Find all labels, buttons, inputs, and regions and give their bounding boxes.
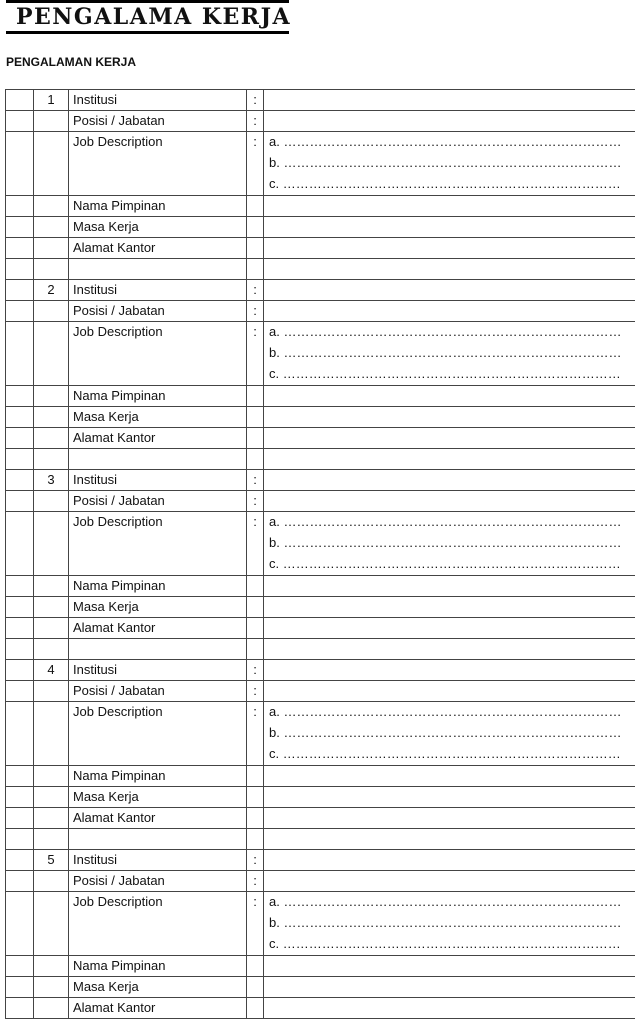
colon-separator — [247, 787, 264, 808]
colon-separator: : — [247, 491, 264, 512]
colon-separator: : — [247, 512, 264, 576]
colon-separator — [247, 576, 264, 597]
job-description-line: a. …………………………………………………………………… — [269, 894, 622, 909]
spacer-cell — [264, 829, 635, 850]
field-label-posisi: Posisi / Jabatan — [69, 301, 247, 322]
field-label-pimpinan: Nama Pimpinan — [69, 766, 247, 787]
field-value-posisi — [264, 301, 635, 322]
experience-table — [5, 89, 635, 1019]
colon-separator: : — [247, 301, 264, 322]
colon-separator — [247, 386, 264, 407]
job-description-line: a. …………………………………………………………………… — [269, 134, 622, 149]
spacer-cell — [34, 449, 69, 470]
table-row — [6, 618, 635, 639]
entry-number — [34, 132, 69, 196]
table-row — [6, 407, 635, 428]
entry-number — [34, 238, 69, 259]
row-margin-cell — [6, 660, 34, 681]
entry-number — [34, 892, 69, 956]
table-row — [6, 808, 635, 829]
colon-separator: : — [247, 681, 264, 702]
colon-separator — [247, 766, 264, 787]
colon-separator: : — [247, 892, 264, 956]
job-description-line: c. …………………………………………………………………… — [269, 556, 621, 571]
row-margin-cell — [6, 322, 34, 386]
spacer-row — [6, 259, 635, 280]
entry-number — [34, 322, 69, 386]
entry-number — [34, 766, 69, 787]
field-value-masa — [264, 597, 635, 618]
table-row — [6, 787, 635, 808]
colon-separator: : — [247, 702, 264, 766]
job-description-line: b. …………………………………………………………………… — [269, 915, 622, 930]
field-value-job — [264, 322, 635, 386]
field-label-job: Job Description — [69, 512, 247, 576]
field-label-job: Job Description — [69, 892, 247, 956]
field-label-pimpinan: Nama Pimpinan — [69, 196, 247, 217]
colon-separator: : — [247, 111, 264, 132]
entry-number — [34, 597, 69, 618]
field-label-posisi: Posisi / Jabatan — [69, 111, 247, 132]
field-label-masa: Masa Kerja — [69, 407, 247, 428]
entry-number — [34, 407, 69, 428]
colon-separator — [247, 428, 264, 449]
field-label-posisi: Posisi / Jabatan — [69, 871, 247, 892]
field-value-pimpinan — [264, 766, 635, 787]
page-title: PENGALAMA KERJA — [16, 4, 292, 30]
spacer-cell — [6, 259, 34, 280]
entry-number: 1 — [34, 90, 69, 111]
field-label-institusi: Institusi — [69, 280, 247, 301]
entry-number — [34, 618, 69, 639]
field-value-alamat — [264, 618, 635, 639]
field-label-institusi: Institusi — [69, 90, 247, 111]
table-row — [6, 597, 635, 618]
spacer-cell — [34, 829, 69, 850]
colon-separator — [247, 217, 264, 238]
field-label-posisi: Posisi / Jabatan — [69, 681, 247, 702]
field-label-institusi: Institusi — [69, 470, 247, 491]
row-margin-cell — [6, 977, 34, 998]
entry-number — [34, 808, 69, 829]
field-value-pimpinan — [264, 196, 635, 217]
entry-number — [34, 977, 69, 998]
colon-separator — [247, 977, 264, 998]
field-value-institusi — [264, 280, 635, 301]
field-value-masa — [264, 787, 635, 808]
colon-separator: : — [247, 90, 264, 111]
table-row — [6, 892, 635, 956]
colon-separator — [247, 618, 264, 639]
entry-number — [34, 217, 69, 238]
table-row — [6, 681, 635, 702]
row-margin-cell — [6, 766, 34, 787]
field-value-job — [264, 132, 635, 196]
entry-number — [34, 702, 69, 766]
spacer-cell — [69, 639, 247, 660]
colon-separator: : — [247, 132, 264, 196]
entry-number — [34, 871, 69, 892]
table-row — [6, 576, 635, 597]
field-value-pimpinan — [264, 576, 635, 597]
entry-number — [34, 111, 69, 132]
field-label-alamat: Alamat Kantor — [69, 618, 247, 639]
colon-separator — [247, 808, 264, 829]
table-row — [6, 850, 635, 871]
job-description-line: c. …………………………………………………………………… — [269, 746, 621, 761]
spacer-cell — [247, 639, 264, 660]
field-label-masa: Masa Kerja — [69, 217, 247, 238]
row-margin-cell — [6, 597, 34, 618]
colon-separator: : — [247, 871, 264, 892]
title-block — [6, 0, 292, 34]
table-row — [6, 111, 635, 132]
field-label-institusi: Institusi — [69, 850, 247, 871]
entry-number — [34, 196, 69, 217]
spacer-cell — [264, 449, 635, 470]
colon-separator — [247, 238, 264, 259]
job-description-line: a. …………………………………………………………………… — [269, 704, 622, 719]
spacer-cell — [247, 829, 264, 850]
spacer-row — [6, 449, 635, 470]
colon-separator: : — [247, 660, 264, 681]
colon-separator — [247, 998, 264, 1019]
title-bottom-rule — [6, 31, 289, 34]
entry-number — [34, 386, 69, 407]
table-row — [6, 238, 635, 259]
entry-number — [34, 491, 69, 512]
spacer-cell — [69, 449, 247, 470]
field-value-institusi — [264, 850, 635, 871]
row-margin-cell — [6, 90, 34, 111]
entry-number — [34, 428, 69, 449]
field-value-alamat — [264, 428, 635, 449]
job-description-line: b. …………………………………………………………………… — [269, 345, 622, 360]
entry-number — [34, 787, 69, 808]
row-margin-cell — [6, 808, 34, 829]
row-margin-cell — [6, 301, 34, 322]
spacer-cell — [264, 259, 635, 280]
field-value-posisi — [264, 681, 635, 702]
job-description-line: a. …………………………………………………………………… — [269, 324, 622, 339]
field-label-pimpinan: Nama Pimpinan — [69, 386, 247, 407]
colon-separator: : — [247, 470, 264, 491]
spacer-row — [6, 829, 635, 850]
row-margin-cell — [6, 132, 34, 196]
field-value-job — [264, 892, 635, 956]
field-value-posisi — [264, 111, 635, 132]
row-margin-cell — [6, 850, 34, 871]
row-margin-cell — [6, 998, 34, 1019]
row-margin-cell — [6, 618, 34, 639]
colon-separator: : — [247, 280, 264, 301]
field-value-masa — [264, 217, 635, 238]
table-row — [6, 322, 635, 386]
table-row — [6, 196, 635, 217]
spacer-cell — [6, 449, 34, 470]
entry-number — [34, 998, 69, 1019]
spacer-cell — [247, 259, 264, 280]
job-description-line: c. …………………………………………………………………… — [269, 176, 621, 191]
entry-number: 4 — [34, 660, 69, 681]
table-row — [6, 871, 635, 892]
field-value-alamat — [264, 998, 635, 1019]
job-description-line: c. …………………………………………………………………… — [269, 366, 621, 381]
table-row — [6, 90, 635, 111]
colon-separator — [247, 597, 264, 618]
field-value-institusi — [264, 470, 635, 491]
entry-number — [34, 956, 69, 977]
table-row — [6, 491, 635, 512]
field-label-alamat: Alamat Kantor — [69, 238, 247, 259]
row-margin-cell — [6, 787, 34, 808]
spacer-cell — [264, 639, 635, 660]
spacer-cell — [69, 259, 247, 280]
job-description-line: b. …………………………………………………………………… — [269, 535, 622, 550]
field-value-masa — [264, 407, 635, 428]
field-label-masa: Masa Kerja — [69, 597, 247, 618]
table-row — [6, 428, 635, 449]
entry-number — [34, 576, 69, 597]
field-label-alamat: Alamat Kantor — [69, 428, 247, 449]
table-row — [6, 766, 635, 787]
field-value-masa — [264, 977, 635, 998]
row-margin-cell — [6, 491, 34, 512]
entry-number: 2 — [34, 280, 69, 301]
row-margin-cell — [6, 217, 34, 238]
spacer-cell — [247, 449, 264, 470]
colon-separator — [247, 407, 264, 428]
field-value-alamat — [264, 238, 635, 259]
job-description-line: b. …………………………………………………………………… — [269, 725, 622, 740]
row-margin-cell — [6, 280, 34, 301]
field-value-job — [264, 512, 635, 576]
table-row — [6, 512, 635, 576]
job-description-line: c. …………………………………………………………………… — [269, 936, 621, 951]
field-value-institusi — [264, 90, 635, 111]
field-value-institusi — [264, 660, 635, 681]
entry-number — [34, 301, 69, 322]
field-value-pimpinan — [264, 956, 635, 977]
table-row — [6, 386, 635, 407]
spacer-cell — [69, 829, 247, 850]
entry-number: 5 — [34, 850, 69, 871]
field-label-posisi: Posisi / Jabatan — [69, 491, 247, 512]
job-description-line: b. …………………………………………………………………… — [269, 155, 622, 170]
row-margin-cell — [6, 512, 34, 576]
row-margin-cell — [6, 871, 34, 892]
table-row — [6, 660, 635, 681]
row-margin-cell — [6, 428, 34, 449]
field-value-job — [264, 702, 635, 766]
row-margin-cell — [6, 238, 34, 259]
table-row — [6, 956, 635, 977]
colon-separator: : — [247, 322, 264, 386]
job-description-line: a. …………………………………………………………………… — [269, 514, 622, 529]
colon-separator — [247, 956, 264, 977]
row-margin-cell — [6, 681, 34, 702]
row-margin-cell — [6, 576, 34, 597]
field-label-job: Job Description — [69, 132, 247, 196]
spacer-cell — [34, 639, 69, 660]
table-row — [6, 301, 635, 322]
section-subtitle: PENGALAMAN KERJA — [6, 55, 137, 69]
field-value-posisi — [264, 871, 635, 892]
field-label-pimpinan: Nama Pimpinan — [69, 576, 247, 597]
row-margin-cell — [6, 386, 34, 407]
row-margin-cell — [6, 702, 34, 766]
row-margin-cell — [6, 407, 34, 428]
spacer-cell — [6, 829, 34, 850]
table-row — [6, 470, 635, 491]
field-label-alamat: Alamat Kantor — [69, 998, 247, 1019]
field-value-alamat — [264, 808, 635, 829]
row-margin-cell — [6, 956, 34, 977]
row-margin-cell — [6, 470, 34, 491]
field-label-job: Job Description — [69, 702, 247, 766]
entry-number — [34, 681, 69, 702]
table-row — [6, 977, 635, 998]
spacer-row — [6, 639, 635, 660]
table-row — [6, 998, 635, 1019]
table-row — [6, 217, 635, 238]
spacer-cell — [34, 259, 69, 280]
field-label-job: Job Description — [69, 322, 247, 386]
field-label-alamat: Alamat Kantor — [69, 808, 247, 829]
field-label-institusi: Institusi — [69, 660, 247, 681]
colon-separator: : — [247, 850, 264, 871]
row-margin-cell — [6, 111, 34, 132]
field-value-posisi — [264, 491, 635, 512]
row-margin-cell — [6, 196, 34, 217]
field-value-pimpinan — [264, 386, 635, 407]
row-margin-cell — [6, 892, 34, 956]
field-label-masa: Masa Kerja — [69, 977, 247, 998]
table-row — [6, 702, 635, 766]
table-row — [6, 280, 635, 301]
field-label-pimpinan: Nama Pimpinan — [69, 956, 247, 977]
entry-number — [34, 512, 69, 576]
experience-table-body — [6, 90, 635, 1019]
table-row — [6, 132, 635, 196]
field-label-masa: Masa Kerja — [69, 787, 247, 808]
colon-separator — [247, 196, 264, 217]
spacer-cell — [6, 639, 34, 660]
entry-number: 3 — [34, 470, 69, 491]
